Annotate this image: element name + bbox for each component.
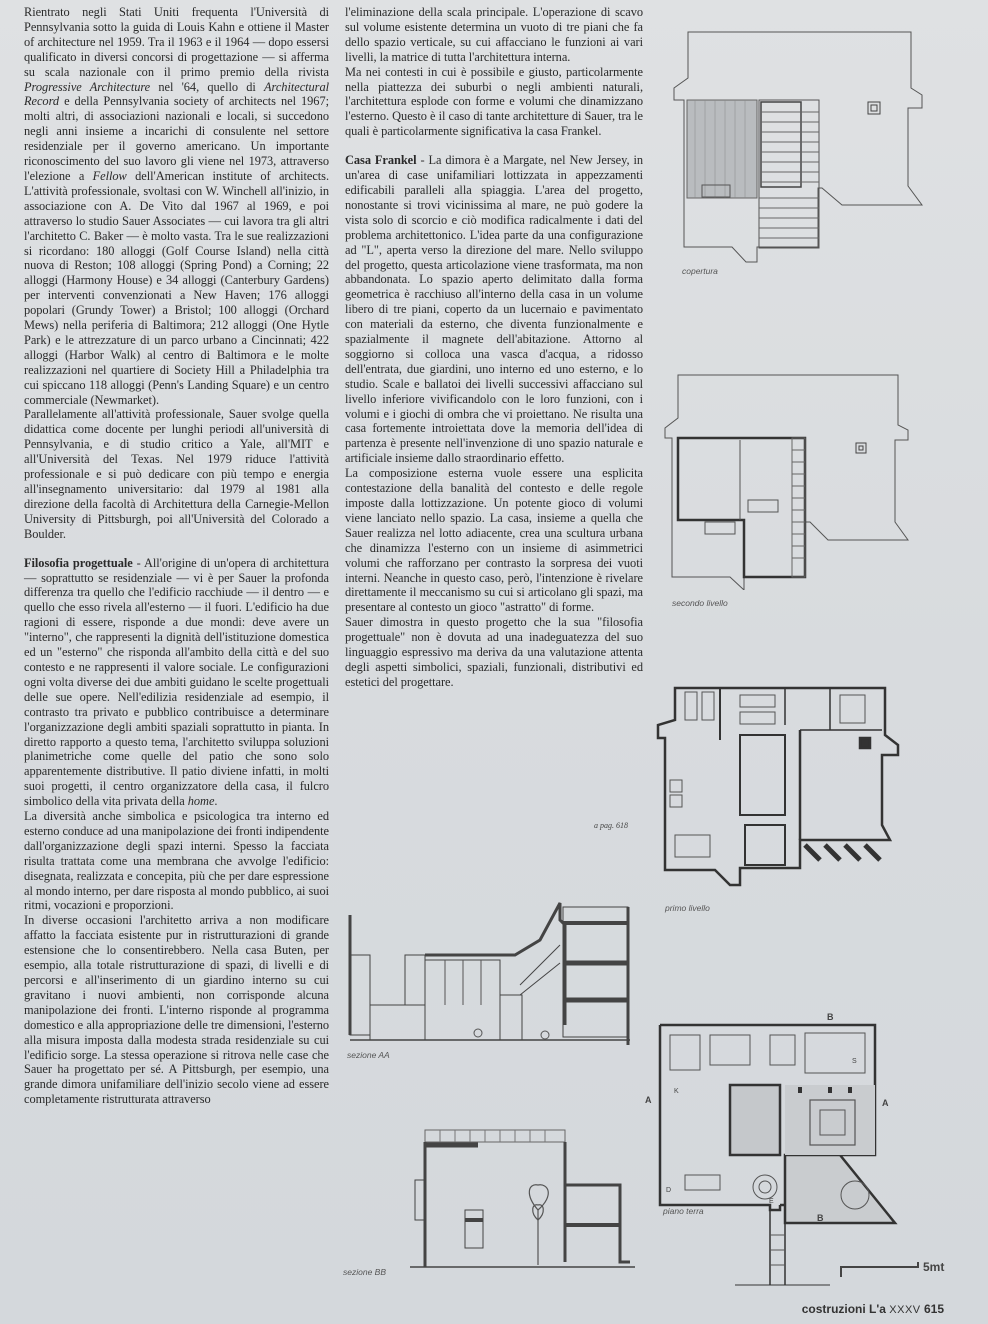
- caption-piano-terra: piano terra: [663, 1206, 704, 1216]
- figure-roof-plan: [660, 0, 988, 280]
- section-marker-a-right: A: [882, 1098, 889, 1108]
- label-kitchen: K: [674, 1088, 679, 1095]
- figure-section-bb: [410, 1125, 635, 1270]
- caption-primo-livello: primo livello: [665, 903, 710, 913]
- label-dining: D: [666, 1187, 672, 1194]
- paragraph: Rientrato negli Stati Uniti frequenta l'Università di Pennsylvania sotto la guida di Louis Kahn e ottiene il Master of architecture nel 1959. Tra il 1963 e il 1964 — dopo essersi qualificato in diversi concorsi di progettazione — si afferma su scala nazionale con il primo premio della rivista Progressive Architecture nel '64, quello di Architectural Record e della Pennsylvania society of architects nel 1967; molti altri, di associazioni nazionali e locali, si succedono negli anni insieme a incarichi di consulente nel settore residenziale per il governo americano. Un importante riconoscimento del suo lavoro gli viene nel 1973, attraverso l'elezione a Fellow dell'American institute of architects. L'attività professionale, svoltasi con W. Winchell all'inizio, in associazione con A. De Vito dal 1967 al 1969, e poi attraverso lo studio Sauer Associates — cui lavora tra gli altri l'architetto C. Baker — è molto vasta. Tra le sue realizzazioni si ricordano: 180 alloggi (Golf Course Island) nella città nuova di Reston; 108 alloggi (Spring Pond) a Corning; 22 alloggi (Harmony House) e 34 alloggi (Canterbury Gardens) per interventi convenzionati a New Haven; 176 alloggi popolari (Grundy Tower) a Bristol; 100 alloggi (Orchard Mews) nella periferia di Baltimora; 212 alloggi (One Hytle Park) e le attrezzature di un parco urbano a Cincinnati; 422 alloggi (Harbor Walk) al centro di Baltimora e le molte realizzazioni nel quartiere di Society Hill a Philadelphia tra cui spiccano 118 alloggi (Penn's Landing Square) e un centro commerciale (Newmarket).: [24, 5, 329, 407]
- paragraph: Ma nei contesti in cui è possibile e giusto, particolarmente nella piattezza dei suburbi o negli ambienti naturali, l'architettura esplode con forme e volumi che dinamizzano l'esterno. Questo è il caso di tante architetture di Sauer, tra le quali è particolarmente significativa la casa Frankel.: [345, 64, 643, 139]
- figure-first-level-plan: [650, 680, 930, 895]
- run-in-heading: Filosofia progettuale: [24, 555, 133, 570]
- page-footer: [802, 1302, 944, 1316]
- section-marker-a-left: A: [645, 1095, 652, 1105]
- middle-text-column: [345, 5, 643, 690]
- figure-section-aa: [345, 895, 640, 1055]
- figure-ground-floor-plan: [655, 995, 955, 1295]
- section-marker-b-bottom: B: [817, 1213, 824, 1223]
- scale-bar-label: 5mt: [923, 1260, 945, 1274]
- run-in-heading: Casa Frankel: [345, 153, 417, 168]
- label-studio: S: [852, 1058, 857, 1065]
- footer-page-number: 615: [923, 1302, 944, 1316]
- caption-sezione-aa: sezione AA: [347, 1050, 390, 1060]
- caption-sezione-bb: sezione BB: [343, 1267, 386, 1277]
- footer-magazine: costruzioni L'a: [801, 1302, 886, 1316]
- paragraph: Casa Frankel - La dimora è a Margate, nel New Jersey, in un'area di case unifamiliari lottizzata in appezzamenti edificabili paralleli alla spiaggia. L'area del progetto, nonostante si trovi vicinissima al mare, ne può godere la vista solo di scorcio e ciò modifica radicalmente i dati del problema architettonico. L'idea parte da una configurazione ad "L", aperta verso la direzione del mare. Nello sviluppo del progetto, questa articolazione viene trasformata, ma non abbandonata. Lo spazio aperto delimitato dalla forma geometrica è racchiuso all'interno della casa in un volume libero di tre piani, coperto da un lucernaio e pavimentato con materiali da esterno, che diventa funzionalmente e spazialmente il magnete dell'abitazione. Attorno al soggiorno si colloca una vasca d'acqua, a ridosso dell'entrata, due giardini, uno interno ed uno esterno, e lo studio. Scale e ballatoi dei livelli successivi affacciano sul livello inferiore vivificandolo con le loro funzioni, con i volumi e i giochi di ombra che vi proiettano. Ne risulta una casa fortemente introiettata dove la memoria dell'idea di partenza è presente nell'invenzione di uno spazio naturale e artificiale insieme dallo straordinario effetto.: [345, 153, 643, 466]
- paragraph: In diverse occasioni l'architetto arriva a non modificare affatto la facciata esistente pur in ristrutturazioni di grande estensione che lo consentirebbero. Nella casa Buten, per esempio, alla totale ristrutturazione di spazi, di livelli e di percorsi e all'inserimento di un giardino interno su cui gravitano i nuovi ambienti, non corrisponde alcuna manipolazione dei fronti. L'interno risponde al programma domestico e alla appropriazione delle tre dimensioni, l'esterno alla misura imposta dalla modesta strada residenziale su cui l'edificio sorge. La stessa operazione si ritrova nelle case che Sauer ha progettato per sé. A Pittsburgh, per esempio, una grande dimora unifamiliare dell'inizio secolo viene ad essere completamente ristrutturata attraverso: [24, 913, 329, 1107]
- caption-secondo-livello: secondo livello: [672, 598, 728, 608]
- left-text-column: [24, 5, 329, 1107]
- paragraph: l'eliminazione della scala principale. L'operazione di scavo sul volume esistente determina un vuoto di tre piani che fa dello spazio verticale, su cui affacciano le funzioni ai vari livelli, la matrice di tutta l'architettura interna.: [345, 5, 643, 64]
- paragraph: La composizione esterna vuole essere una esplicita contestazione della banalità del contesto e delle regole imposte dalla lottizzazione. Un potente gioco di volumi viene lanciato nello spazio. La casa, insieme a quella che Sauer realizza nel lotto adiacente, crea una scultura urbana che dinamizza l'esterno con un insieme di asimmetrici volumi che rafforzano per contrasto la sorpresa dei vuoti interni. Neanche in questo caso, però, l'intenzione è rivelare direttamente il meccanismo su cui si articolano gli spazi, ma presentare al contesto un gioco "astratto" di forme.: [345, 466, 643, 615]
- paragraph: Sauer dimostra in questo progetto che la sua "filosofia progettuale" non è dovuta ad una inadeguatezza del suo linguaggio espressivo ma deriva da una valutazione attenta degli aspetti simbolici, spaziali, funzionali, distributivi ed estetici del progettare.: [345, 615, 643, 689]
- continuation-note: a pag. 618: [594, 821, 628, 830]
- paragraph: Parallelamente all'attività professionale, Sauer svolge quella didattica come docente per lunghi periodi all'università di Pennsylvania, e di studio critico a Yale, all'MIT e all'Università del Texas. Nel 1979 riduce l'attività professionale e si può dedicare con più tempo e energia all'insegnamento universitario: dal 1979 al 1981 alla direzione della facoltà di Architettura della Carnegie-Mellon University di Pittsburgh, poi all'Università del Colorado a Boulder.: [24, 407, 329, 541]
- section-marker-b-top: B: [827, 1012, 834, 1022]
- figure-second-level-plan: [660, 370, 988, 590]
- scale-bar: [840, 1262, 920, 1278]
- caption-copertura: copertura: [682, 266, 718, 276]
- footer-volume: XXXV: [889, 1304, 921, 1316]
- paragraph: Filosofia progettuale - All'origine di un'opera di architettura — soprattutto se residenziale — vi è per Sauer la profonda differenza tra quello che l'edificio racchiude — il dentro — e quello che esso rivela all'esterno — il fuori. L'edificio ha due ragioni di essere, risponde a due mondi: deve avere un "interno", che rappresenti la dignità dell'istituzione domestica ed un "esterno" che risponda all'ambito della città e del suo contesto e ne rappresenti il valore sociale. Le configurazioni ogni volta diverse dei due ambiti guidano le scelte progettuali delle sue opere. Nell'edilizia residenziale ad esempio, il contrasto tra privato e pubblico contribuisce a determinare l'organizzazione degli ambiti spaziali soprattutto in pianta. In diretto rapporto a questo tema, l'architetto sviluppa soluzioni planimetriche come quelle del patio che sono solo apparentemente distributive. Il patio diviene infatti, in molti suoi progetti, il centro organizzatore della casa, il fulcro simbolico della vita privata della home.: [24, 555, 329, 809]
- paragraph: La diversità anche simbolica e psicologica tra interno ed esterno conduce ad una manipolazione dei fronti indipendente dall'organizzazione degli spazi interni. Spesso la facciata risulta trattata come una membrana che avvolge l'edificio: disegnata, realizzata e concepita, più che per dare espressione al mondo interno, per dare risposta al mondo pubblico, ai suoi ritmi, vocazioni e proporzioni.: [24, 809, 329, 913]
- label-entry: E: [769, 1198, 774, 1205]
